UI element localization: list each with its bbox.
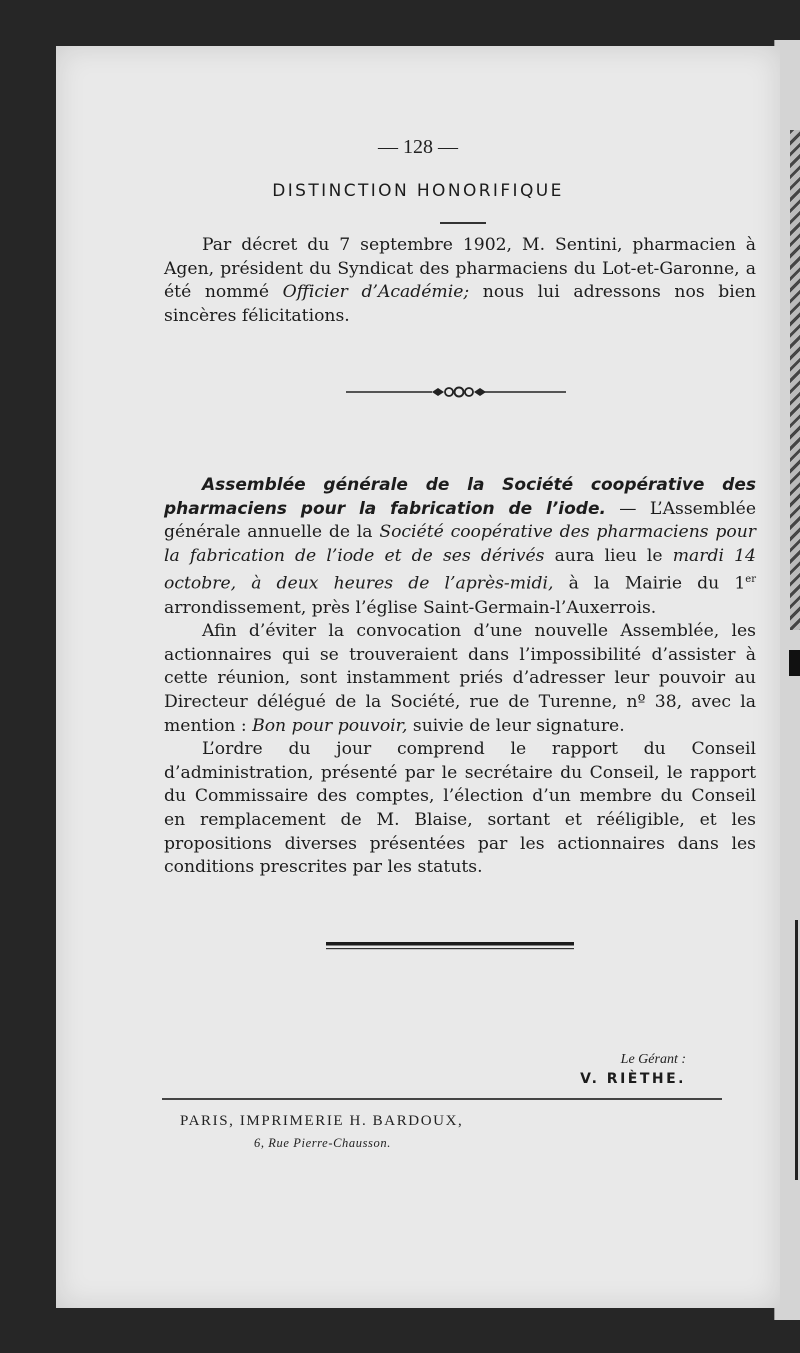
end-rule bbox=[326, 942, 574, 950]
page-number: — 128 — bbox=[378, 136, 458, 158]
paragraph-ordre-du-jour: L’ordre du jour comprend le rapport du Conseil d’administration, présenté par le secrétaire du Conseil, le rapport du Commissaire des comptes, l’élection d’un membre du Conseil en remplacement de M. Blaise, sortant et rééligible, et les propositions diverses présentées par les actionnaires dans les conditions prescrites par les statuts. bbox=[164, 739, 756, 878]
document-page bbox=[56, 46, 780, 1308]
adjacent-page-line bbox=[795, 920, 798, 1180]
assemblee-text-e: à la Mairie du 1 bbox=[553, 574, 746, 595]
gerant-label: Le Gérant : bbox=[620, 1052, 686, 1067]
assemblee-text-f: arrondissement, près l’église Saint-Germain-l’Auxerrois. bbox=[164, 597, 657, 618]
decree-text-start: Par décret du 7 septembre 1902, M. Sentini, pharmacien à Agen, président du Syndicat des pharmaciens du Lot-et-Garonne, a été nommé bbox=[164, 235, 756, 303]
assemblee-heading: Assemblée générale de la Société coopérative des pharmaciens pour la fabrication de l’iode. bbox=[164, 475, 756, 519]
printer-address: 6, Rue Pierre-Chausson. bbox=[254, 1136, 391, 1150]
footer-rule bbox=[162, 1098, 722, 1100]
section-title-distinction: DISTINCTION HONORIFIQUE bbox=[272, 181, 564, 201]
decree-text-end: nous lui adressons nos bien sincères félicitations. bbox=[164, 282, 757, 326]
printer-name: PARIS, IMPRIMERIE H. BARDOUX, bbox=[180, 1113, 464, 1129]
decree-title-italic: Officier d’Académie; bbox=[282, 282, 470, 303]
paragraph-assemblee-announcement bbox=[164, 474, 756, 620]
adjacent-page-pattern bbox=[790, 130, 800, 630]
convocation-text-c: suivie de leur signature. bbox=[407, 715, 625, 736]
assemblee-text-a: L’Assemblée générale annuelle de la bbox=[164, 498, 756, 543]
assemblee-superscript: er bbox=[745, 574, 756, 586]
assemblee-dash: — bbox=[605, 498, 650, 519]
convocation-mention: Bon pour pouvoir, bbox=[252, 715, 408, 736]
adjacent-page-mark bbox=[789, 650, 800, 676]
section-assemblee bbox=[164, 474, 756, 880]
ornament-divider bbox=[346, 382, 566, 402]
paragraph-decree bbox=[164, 234, 756, 328]
assemblee-society-name: Société coopérative des pharmaciens pour la fabrication de l’iode et de ses dérivés bbox=[164, 522, 756, 566]
convocation-text-a: Afin d’éviter la convocation d’une nouvelle Assemblée, les actionnaires qui se trouveraient dans l’impossibilité d’assister à cette réunion, sont instamment priés d’adresser leur pouvoir au Directeur délégué de la Société, rue de Turenne, nº 38, avec la mention : bbox=[164, 621, 756, 736]
title-rule bbox=[440, 222, 486, 224]
paragraph-convocation bbox=[164, 620, 756, 738]
gerant-name: V. RIÈTHE. bbox=[580, 1071, 686, 1087]
assemblee-text-c: aura lieu le bbox=[544, 545, 673, 566]
assemblee-date: mardi 14 octobre, à deux heures de l’après-midi, bbox=[164, 545, 756, 595]
